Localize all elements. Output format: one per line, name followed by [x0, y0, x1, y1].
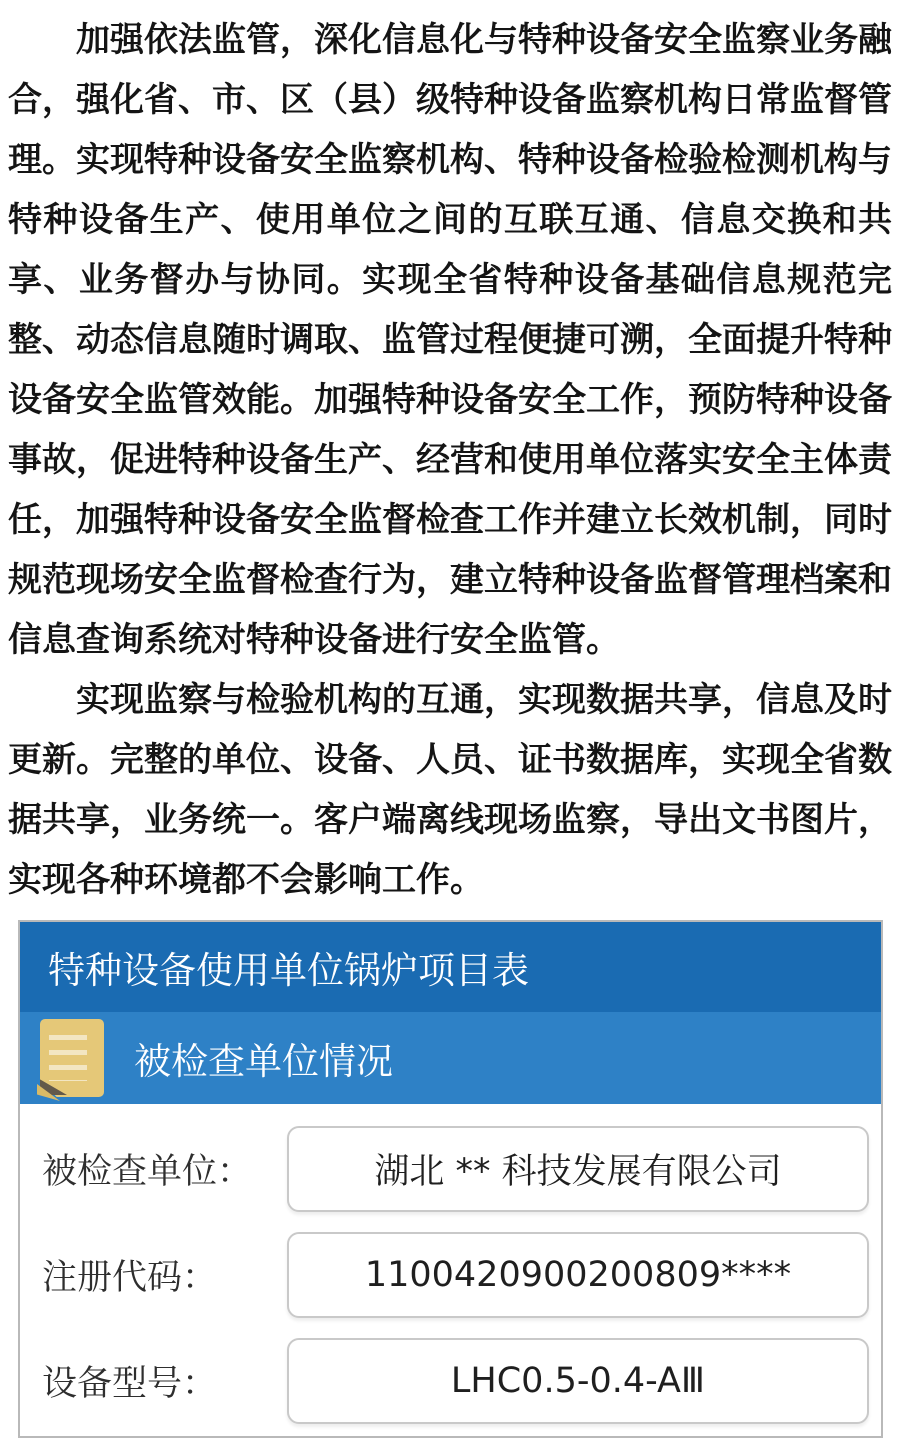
note-icon-lines	[49, 1035, 87, 1081]
body-paragraph-1: 加强依法监管，深化信息化与特种设备安全监察业务融合，强化省、市、区（县）级特种设备监察机构日常监督管理。实现特种设备安全监察机构、特种设备检验检测机构与特种设备生产、使用单位之间的互联互通、信息交换和共享、业务督办与协同。实现全省特种设备基础信息规范完整、动态信息随时调取、监管过程便捷可溯，全面提升特种设备安全监管效能。加强特种设备安全工作，预防特种设备事故，促进特种设备生产、经营和使用单位落实安全主体责任，加强特种设备安全监督检查工作并建立长效机制，同时规范现场安全监督检查行为，建立特种设备监督管理档案和信息查询系统对特种设备进行安全监管。	[8, 20, 892, 660]
registration-code-label: 注册代码：	[42, 1258, 218, 1298]
device-model-input[interactable]: LHC0.5-0.4-AⅢ	[287, 1338, 869, 1424]
device-model-label: 设备型号：	[42, 1364, 218, 1404]
section-title: 被检查单位情况	[134, 1040, 393, 1083]
note-icon	[40, 1019, 104, 1097]
form-title: 特种设备使用单位锅炉项目表	[48, 949, 529, 992]
registration-code-input[interactable]: 1100420900200809****	[287, 1232, 869, 1318]
field-row-inspected-unit	[42, 1126, 869, 1212]
form-section-bar	[20, 1012, 881, 1104]
inspected-unit-input[interactable]: 湖北 ** 科技发展有限公司	[287, 1126, 869, 1212]
form-body	[20, 1104, 881, 1436]
field-row-registration-code	[42, 1232, 869, 1318]
boiler-project-form	[18, 920, 883, 1438]
body-paragraph-2: 实现监察与检验机构的互通，实现数据共享，信息及时更新。完整的单位、设备、人员、证书数据库，实现全省数据共享，业务统一。客户端离线现场监察，导出文书图片，实现各种环境都不会影响工作。	[8, 680, 892, 900]
field-row-device-model	[42, 1338, 869, 1424]
form-title-bar	[20, 922, 881, 1012]
inspected-unit-label: 被检查单位：	[42, 1152, 253, 1192]
